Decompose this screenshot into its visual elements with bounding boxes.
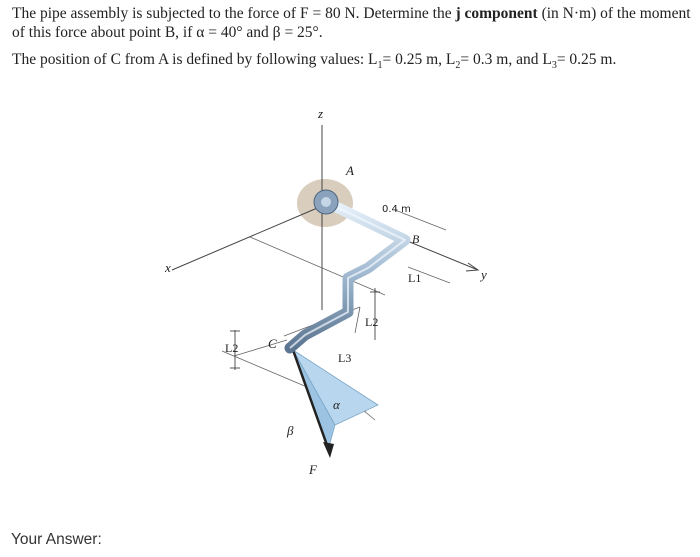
- problem-paragraph-1: [12, 4, 692, 42]
- l3-label: L3: [338, 351, 352, 365]
- p1-text-b: (in N·m) of the moment of this force about point B, if α = 40° and β = 25°.: [12, 5, 691, 41]
- x-axis: [172, 206, 322, 270]
- p1-bold: j component: [455, 5, 538, 22]
- your-answer-label: Your Answer:: [11, 531, 102, 548]
- p2-sub-1: 1: [377, 60, 383, 72]
- force-label: F: [309, 462, 317, 477]
- pipe: [290, 203, 405, 348]
- p2-text-b: = 0.25 m, L: [382, 51, 456, 68]
- problem-statement: [12, 4, 692, 75]
- problem-paragraph-2: [12, 50, 692, 75]
- p2-text-a: The position of C from A is defined by following values: L: [12, 51, 378, 68]
- p2-sub-2: 2: [455, 60, 461, 72]
- y-axis-label: y: [481, 267, 487, 282]
- x-axis-label: x: [165, 260, 171, 275]
- force-arrowhead: [323, 442, 334, 458]
- p1-text-a: The pipe assembly is subjected to the force of F = 80 N. Determine the: [12, 5, 456, 22]
- flange-hub: [321, 197, 331, 207]
- beta-label: β: [287, 423, 294, 438]
- pipe-assembly-figure: [150, 100, 540, 485]
- dimension-04m: 0.4 m: [382, 204, 411, 215]
- p2-text-c: = 0.3 m, and L: [460, 51, 552, 68]
- point-a-label: A: [346, 163, 354, 178]
- p2-sub-3: 3: [551, 60, 557, 72]
- point-c-label: C: [268, 336, 277, 351]
- l2-label-right: L2: [365, 315, 379, 329]
- l2-label-left: L2: [225, 341, 239, 355]
- l1-label: L1: [408, 271, 422, 285]
- point-b-label: B: [412, 232, 420, 246]
- p2-text-d: = 0.25 m.: [556, 51, 617, 68]
- alpha-label: α: [333, 397, 340, 412]
- z-axis-label: z: [318, 106, 324, 121]
